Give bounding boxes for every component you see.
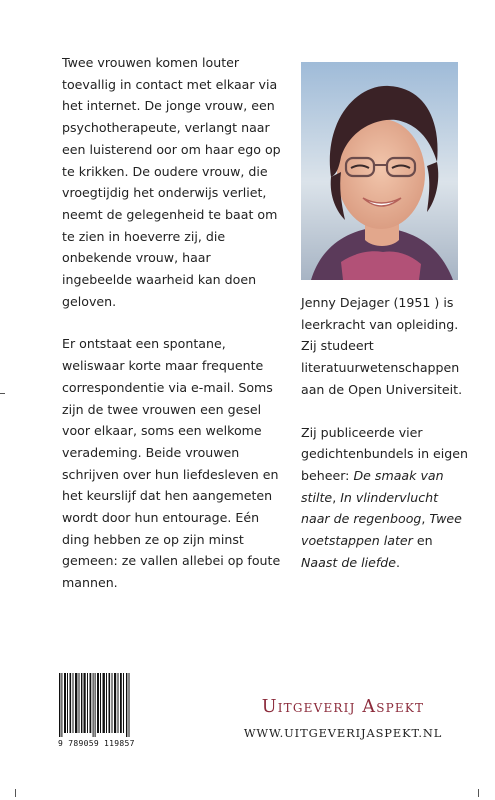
blurb-paragraph-2: Er ontstaat een spontane, weliswaar korte maar frequente correspondentie via e-mail. Soms zijn de twee vrouwen een gesel voor elkaar, soms een welkome verademing. Beide vrouwen schrijven over hun liefdesleven en het keurslijf dat hen aangemeten wordt door hun entourage. Eén ding hebben ze op zijn minst gemeen: ze vallen allebei op foute mannen. <box>62 336 281 591</box>
publisher-website: WWW.UITGEVERIJASPEKT.NL <box>243 726 443 740</box>
work-title-3: Twee voetstappen later <box>301 511 462 549</box>
crop-mark-left <box>0 393 5 394</box>
work-title-2: In vlindervlucht naar de regenboog <box>301 489 439 527</box>
blurb-paragraph-1: Twee vrouwen komen louter toevallig in contact met elkaar via het internet. De jonge vrouw, een psychotherapeute, verlangt naar een luisterend oor om haar ego op te krikken. De oudere vrouw, die vroegtijdig het onderwijs verliet, neemt de gelegenheid te baat om te zien in hoeverre zij, die onbekende vrouw, haar ingebeelde waarheid kan doen geloven. <box>62 55 281 309</box>
author-works-intro: Zij publiceerde vier gedichtenbundels in eigen beheer: <box>301 424 469 483</box>
author-works: Zij publiceerde vier gedichtenbundels in eigen beheer: De smaak van stilte, In vlindervlucht naar de regenboog, Twee voetstappen later en Naast de liefde. <box>301 424 469 570</box>
barcode <box>59 673 131 737</box>
work-title-1: De smaak van stilte <box>301 467 444 505</box>
author-info <box>301 292 469 573</box>
crop-mark-bottom-left <box>15 789 16 797</box>
barcode-digits: 9 789059 119857 <box>58 739 135 748</box>
blurb-text <box>62 52 284 594</box>
works-connector: en <box>416 533 433 549</box>
publisher-name: Uitgeverij Aspekt <box>261 697 425 717</box>
work-title-4: Naast de liefde <box>301 554 397 570</box>
author-photo <box>301 62 458 280</box>
author-bio: Jenny Dejager (1951 ) is leerkracht van opleiding. Zij studeert literatuurwetenschappen aan de Open Universiteit. <box>301 295 463 397</box>
crop-mark-bottom-right <box>478 789 479 797</box>
